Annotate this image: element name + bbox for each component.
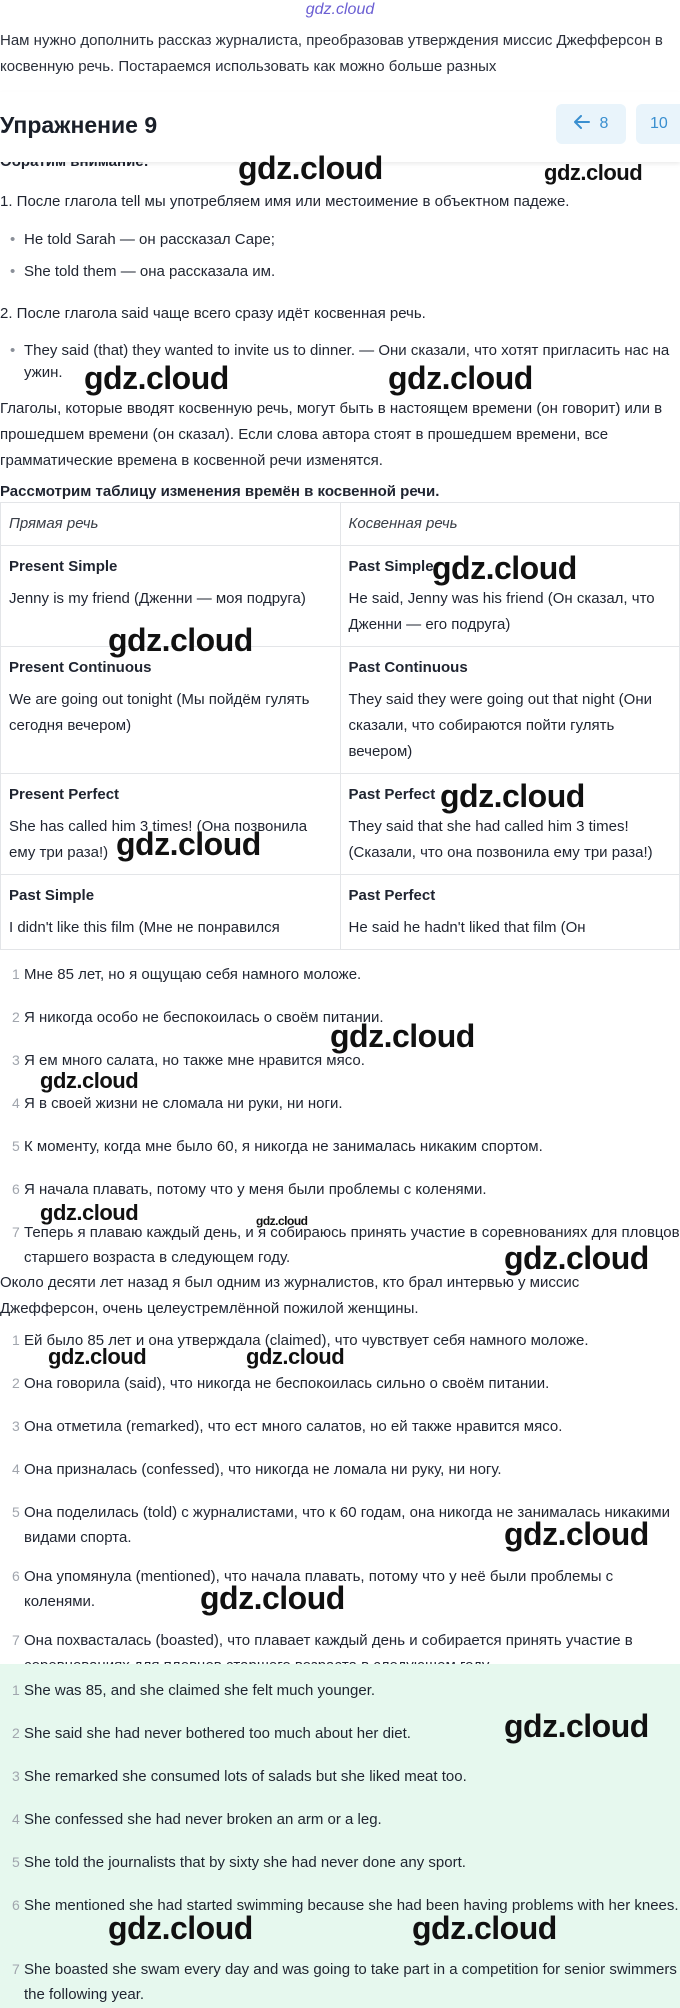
table-title: Рассмотрим таблицу изменения времён в косвенной речи.	[0, 483, 440, 500]
item-text: Теперь я плаваю каждый день, и я собираюсь принять участие в соревнованиях для пловцов старшего возраста в следующем году.	[24, 1224, 680, 1266]
list-item	[0, 962, 680, 1005]
item-number: 4	[12, 1095, 20, 1111]
next-exercise-button[interactable]	[636, 104, 680, 144]
item-text: She boasted she swam every day and was going to take part in a competition for senior swimmers the following year.	[24, 1961, 677, 2003]
table-row	[1, 647, 680, 774]
item-number: 6	[12, 1181, 20, 1197]
tense-table	[0, 502, 680, 950]
item-text: She confessed she had never broken an arm or a leg.	[24, 1811, 382, 1828]
table-head-indirect: Косвенная речь	[340, 503, 680, 546]
site-logo[interactable]: gdz.cloud	[305, 1, 375, 18]
rule-1	[0, 190, 680, 214]
watermark: gdz.cloud	[40, 1068, 139, 1093]
statements-list	[0, 962, 680, 1270]
item-text: Она поделилась (told) с журналистами, что к 60 годам, она никогда не занималась никакими видами спорта.	[24, 1504, 670, 1546]
table-row	[1, 875, 680, 950]
item-text: К моменту, когда мне было 60, я никогда не занималась никаким спортом.	[24, 1138, 543, 1155]
watermark: gdz.cloud	[412, 1910, 557, 1946]
reported-list	[0, 1328, 680, 1678]
page-title: Упражнение 9	[0, 112, 158, 138]
tense-name: Past Perfect	[348, 887, 436, 904]
list-item	[0, 1048, 680, 1091]
item-text: Она говорила (said), что никогда не беспокоилась сильно о своём питании.	[24, 1375, 550, 1392]
item-number: 1	[12, 1682, 20, 1698]
list-item	[0, 1564, 680, 1628]
item-number: 2	[12, 1375, 20, 1391]
exercise-header	[0, 92, 680, 162]
item-text: She said she had never bothered too much about her diet.	[24, 1725, 411, 1742]
item-number: 6	[12, 1897, 20, 1913]
rule-1-example-1: • He told Sarah — он рассказал Саре;	[0, 228, 680, 252]
item-text: Мне 85 лет, но я ощущаю себя намного моложе.	[24, 966, 362, 983]
watermark: gdz.cloud	[246, 1344, 345, 1369]
example-text: We are going out tonight (Мы пойдём гулять сегодня вечером)	[9, 691, 310, 734]
watermark: gdz.cloud	[108, 1910, 253, 1946]
item-number: 4	[12, 1461, 20, 1477]
item-text: Она призналась (confessed), что никогда не ломала ни руку, ни ногу.	[24, 1461, 502, 1478]
item-number: 7	[12, 1224, 20, 1240]
item-number: 2	[12, 1725, 20, 1741]
watermark: gdz.cloud	[238, 150, 383, 186]
list-item	[0, 1457, 680, 1500]
item-text: Я никогда особо не беспокоилась о своём питании.	[24, 1009, 384, 1026]
watermark: gdz.cloud	[388, 360, 533, 396]
table-header-row	[1, 503, 680, 546]
list-item	[0, 1721, 680, 1764]
arrow-left-icon	[574, 115, 590, 134]
list-item	[0, 1850, 680, 1893]
example-text: He said he hadn't liked that film (Он	[348, 919, 586, 936]
list-item	[0, 1220, 680, 1270]
table-cell	[340, 774, 680, 875]
list-item	[0, 1807, 680, 1850]
tense-name: Present Continuous	[9, 659, 152, 676]
watermark: gdz.cloud	[504, 1516, 649, 1552]
answers-list	[0, 1678, 680, 2007]
theory-paragraph: Глаголы, которые вводят косвенную речь, могут быть в настоящем времени (он говорит) или в прошедшем времени (он сказал). Если слова автора стоят в прошедшем времени, все грамматические времена в косвенной речи изменятся.	[0, 400, 663, 469]
list-item	[0, 1500, 680, 1564]
example-text: They said that she had called him 3 times! (Сказали, что она позвонила ему три раза!)	[348, 818, 653, 861]
intro-text	[0, 28, 680, 92]
list-item	[0, 1091, 680, 1134]
tense-name: Present Simple	[9, 558, 118, 575]
table-cell	[1, 647, 341, 774]
prev-exercise-label: 8	[599, 115, 609, 132]
watermark: gdz.cloud	[432, 550, 577, 586]
item-text: Она упомянула (mentioned), что начала плавать, потому что у неё были проблемы с коленями.	[24, 1568, 614, 1610]
item-number: 5	[12, 1504, 20, 1520]
watermark: gdz.cloud	[256, 1214, 308, 1228]
example-text: He said, Jenny was his friend (Он сказал, что Дженни — его подруга)	[348, 590, 655, 633]
item-text: Я в своей жизни не сломала ни руки, ни ноги.	[24, 1095, 343, 1112]
list-item	[0, 1134, 680, 1177]
watermark: gdz.cloud	[40, 1200, 139, 1225]
item-text: Она похвасталась (boasted), что плавает каждый день и собирается принять участие в	[24, 1632, 633, 1649]
list-item	[0, 1005, 680, 1048]
watermark: gdz.cloud	[84, 360, 229, 396]
item-text: She was 85, and she claimed she felt much younger.	[24, 1682, 376, 1699]
item-number: 7	[12, 1961, 20, 1977]
tense-name: Past Simple	[9, 887, 95, 904]
theory-section	[0, 150, 680, 504]
item-number: 2	[12, 1009, 20, 1025]
table-cell	[1, 546, 341, 647]
list-item	[0, 1678, 680, 1721]
item-number: 1	[12, 1332, 20, 1348]
list-item	[0, 1371, 680, 1414]
rule-2-example-1: • They said (that) they wanted to invite us to dinner. — Они сказали, что хотят пригласить нас на ужин.	[0, 340, 680, 384]
item-number: 3	[12, 1052, 20, 1068]
list-item	[0, 1328, 680, 1371]
item-number: 7	[12, 1632, 20, 1648]
list-item	[0, 1957, 680, 2007]
item-number: 3	[12, 1768, 20, 1784]
watermark: gdz.cloud	[108, 622, 253, 658]
next-exercise-label: 10	[650, 115, 668, 132]
table-row	[1, 774, 680, 875]
item-text: She mentioned she had started swimming because she had been having problems with her knees.	[24, 1897, 679, 1914]
intro-paragraph: Нам нужно дополнить рассказ журналиста, преобразовав утверждения миссис Джефферсон в косвенную речь. Постараемся использовать как можно больше разных	[0, 32, 663, 75]
list-item	[0, 1893, 680, 1957]
list-item	[0, 1414, 680, 1457]
item-text: Ей было 85 лет и она утверждала (claimed), что чувствует себя намного моложе.	[24, 1332, 589, 1349]
item-number: 4	[12, 1811, 20, 1827]
tense-name: Present Perfect	[9, 786, 120, 803]
watermark: gdz.cloud	[116, 826, 261, 862]
rule-2: 2. После глагола said чаще всего сразу идёт косвенная речь.	[0, 305, 426, 322]
watermark: gdz.cloud	[440, 778, 585, 814]
item-text: Я ем много салата, но также мне нравится мясо.	[24, 1052, 365, 1069]
item-number: 6	[12, 1568, 20, 1584]
list-item	[0, 1764, 680, 1807]
item-number: 1	[12, 966, 20, 982]
item-number: 5	[12, 1854, 20, 1870]
table-head-direct: Прямая речь	[1, 503, 341, 546]
list-item	[0, 1177, 680, 1220]
example-text: Jenny is my friend (Дженни — моя подруга)	[9, 590, 306, 607]
item-number: 5	[12, 1138, 20, 1154]
example-text: I didn't like this film (Мне не понравился	[9, 919, 280, 936]
answer-box	[0, 1664, 680, 2008]
prev-exercise-button[interactable]	[556, 104, 626, 144]
table-cell	[1, 875, 341, 950]
watermark: gdz.cloud	[330, 1018, 475, 1054]
item-text: She remarked she consumed lots of salads but she liked meat too.	[24, 1768, 467, 1785]
watermark: gdz.cloud	[48, 1344, 147, 1369]
table-cell	[340, 647, 680, 774]
story-intro: Около десяти лет назад я был одним из журналистов, кто брал интервью у миссис Джефферсон, очень целеустремлённой пожилой женщины.	[0, 1274, 580, 1317]
table-cell	[1, 774, 341, 875]
example-text: She has called him 3 times! (Она позвонила ему три раза!)	[9, 818, 308, 861]
watermark: gdz.cloud	[544, 160, 643, 185]
watermark: gdz.cloud	[504, 1708, 649, 1744]
rule-1-text: 1. После глагола tell мы употребляем имя или местоимение в объектном падеже.	[0, 193, 570, 210]
table-row	[1, 546, 680, 647]
item-text: She told the journalists that by sixty she had never done any sport.	[24, 1854, 466, 1871]
item-number: 3	[12, 1418, 20, 1434]
table-cell	[340, 875, 680, 950]
item-text: Я начала плавать, потому что у меня были проблемы с коленями.	[24, 1181, 487, 1198]
watermark: gdz.cloud	[200, 1580, 345, 1616]
tense-name: Past Continuous	[348, 659, 468, 676]
example-text: They said they were going out that night (Они сказали, что собираются пойти гулять вечером)	[348, 691, 652, 760]
tense-name: Past Simple	[348, 558, 434, 575]
watermark: gdz.cloud	[504, 1240, 649, 1276]
item-text: Она отметила (remarked), что ест много салатов, но ей также нравится мясо.	[24, 1418, 563, 1435]
table-cell	[340, 546, 680, 647]
tense-name: Past Perfect	[348, 786, 436, 803]
rule-1-example-2: • She told them — она рассказала им.	[0, 260, 680, 284]
